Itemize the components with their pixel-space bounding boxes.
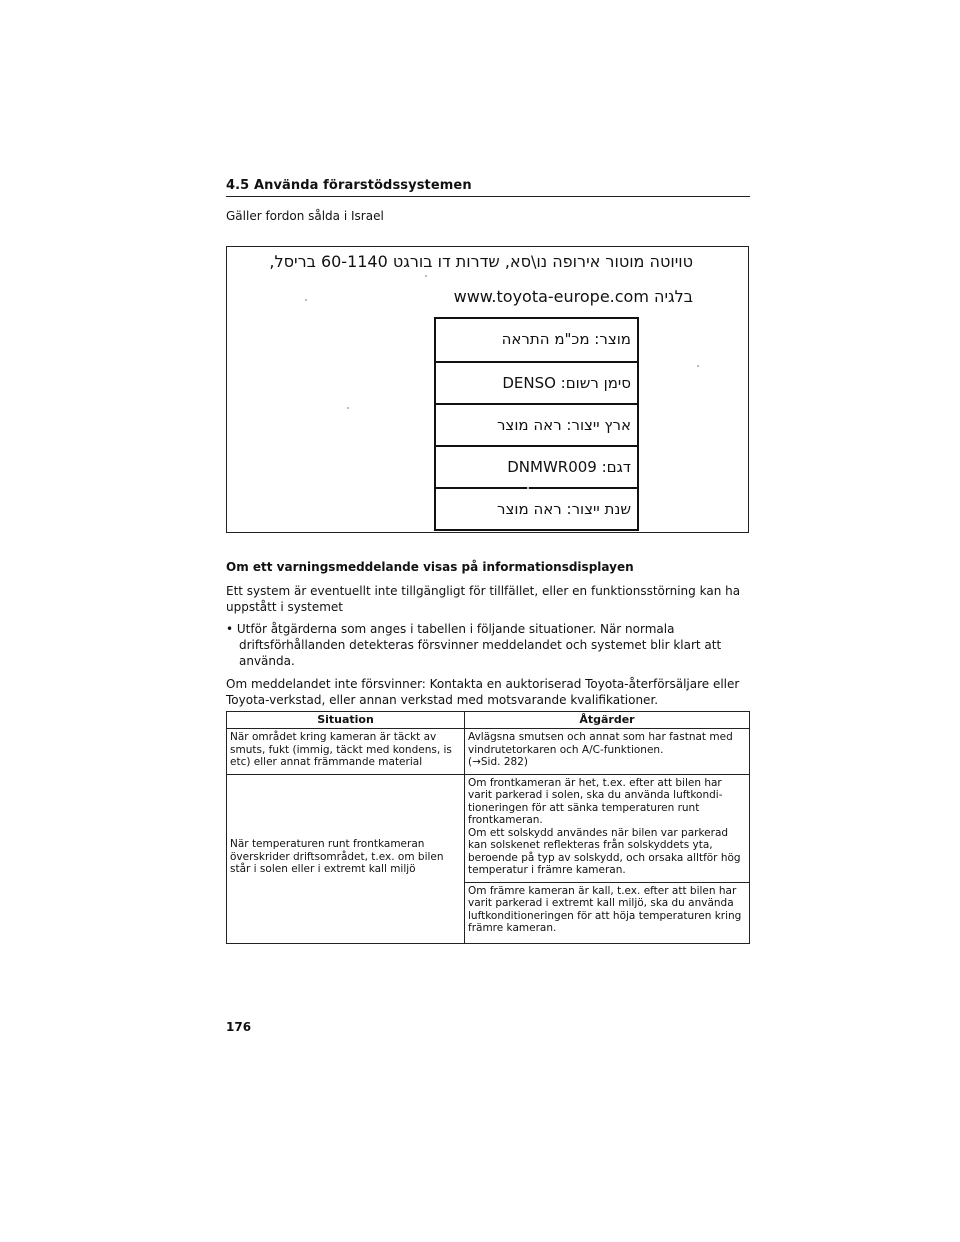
label-cell-model: דגם: DNMWR009	[436, 445, 637, 487]
table-row	[227, 774, 750, 882]
warning-bullet: • Utför åtgärderna som anges i tabellen i följande situationer. När normala driftsförhållanden detekteras försvinner meddelandet och systemet blir klart att använda.	[226, 622, 722, 668]
action-cell: Om frontkameran är het, t.ex. efter att bilen har varit parkerad i solen, ska du använda luftkondi-tioneringen för att sänka temperaturen runt frontkameran. Om ett solskydd användes när bilen var parkerad kan solskenet reflekteras från solskyddets yta, beroende på typ av solskydd, och orsaka alltför hög temperatur i främre kameran.	[465, 774, 750, 882]
table-header-row	[227, 712, 750, 729]
scan-speck	[347, 407, 349, 409]
table-row	[227, 729, 750, 775]
scan-speck	[425, 275, 427, 277]
section-title: 4.5 Använda förarstödssystemen	[226, 178, 750, 197]
applies-note: Gäller fordon sålda i Israel	[226, 209, 384, 223]
regulatory-label	[226, 246, 749, 533]
action-cell: Avlägsna smutsen och annat som har fastnat med vindrutetorkaren och A/C-funktionen. (→Sid. 282)	[465, 729, 750, 775]
warning-persist: Om meddelandet inte försvinner: Kontakta en auktoriserad Toyota-återförsäljare eller Toyota-verkstad, eller annan verkstad med motsvarande kvalifikationer.	[226, 677, 740, 707]
troubleshooting-table	[226, 711, 750, 944]
label-cell-product: מוצר: מכ"מ התראה	[501, 330, 631, 348]
column-header-situation: Situation	[227, 712, 465, 729]
situation-cell: När temperaturen runt frontkameran överskrider driftsområdet, t.ex. om bilen står i solen eller i extremt kall miljö	[227, 774, 465, 943]
label-cell-brand: סימן רשום: DENSO	[436, 361, 637, 403]
label-country-web-line: בלגיה www.toyota-europe.com	[453, 287, 693, 306]
scan-speck	[305, 299, 307, 301]
scan-speck	[527, 487, 529, 489]
warning-intro: Ett system är eventuellt inte tillgängligt för tillfället, eller en funktionsstörning kan ha uppstått i systemet	[226, 584, 741, 614]
scan-speck	[697, 365, 699, 367]
warning-heading: Om ett varningsmeddelande visas på informationsdisplayen	[226, 560, 634, 574]
label-cell-origin: ארץ ייצור: ראה מוצר	[436, 403, 637, 445]
label-info-grid	[434, 317, 639, 531]
column-header-actions: Åtgärder	[465, 712, 750, 729]
page-number: 176	[226, 1020, 252, 1034]
situation-cell: När området kring kameran är täckt av smuts, fukt (immig, täckt med kondens, is etc) eller annat främmande material	[227, 729, 465, 775]
label-address-line: טויוטה מוטור אירופה נו\סא, שדרות דו בורגט 60-1140 בריסל,	[269, 252, 693, 271]
action-cell: Om främre kameran är kall, t.ex. efter att bilen har varit parkerad i extremt kall miljö, ska du använda luftkonditioneringen för att höja temperaturen kring främre kameran.	[465, 882, 750, 943]
label-cell-year: שנת ייצור: ראה מוצר	[436, 487, 637, 529]
